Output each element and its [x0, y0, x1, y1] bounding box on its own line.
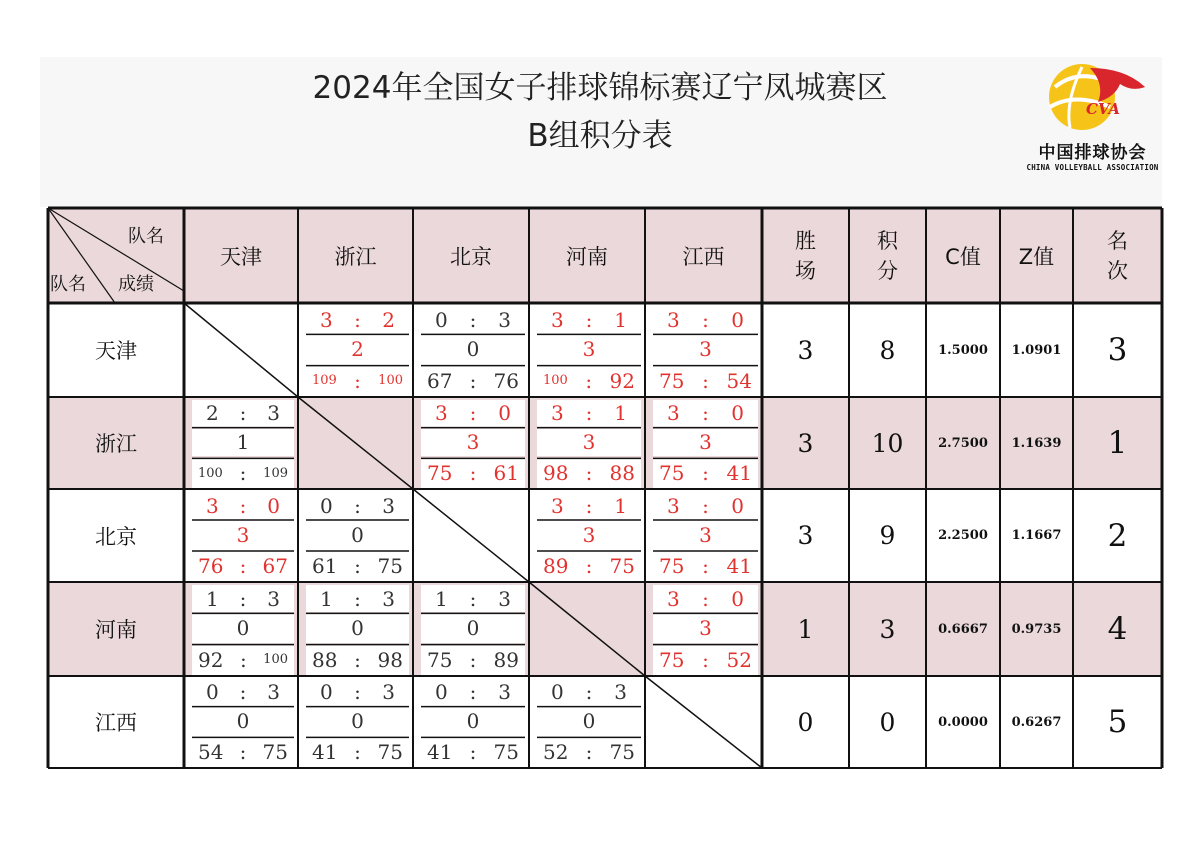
rally-score-value: 75: [493, 740, 519, 765]
match-points: 0: [421, 708, 525, 736]
column-header-rank: 名 次: [1107, 228, 1128, 283]
rally-score-value: 67: [427, 368, 453, 393]
match-points: 3: [537, 335, 641, 363]
set-score-value: 0: [435, 680, 448, 705]
score-separator: :: [469, 368, 477, 393]
set-score-value: 0: [731, 401, 744, 426]
c-value: 2.2500: [938, 528, 988, 543]
set-score-value: 1: [320, 586, 333, 611]
score-separator: :: [702, 368, 709, 393]
rank-value: 4: [1107, 611, 1128, 647]
page-title: 2024年全国女子排球锦标赛辽宁凤城赛区: [312, 70, 888, 106]
column-header-z-value: Z值: [1018, 244, 1055, 269]
match-points: 3: [421, 429, 525, 457]
column-header-team: 北京: [450, 244, 492, 269]
score-separator: :: [469, 740, 477, 765]
rally-score-value: 76: [198, 554, 224, 578]
match-points: 1: [192, 429, 294, 457]
points-value: 10: [871, 428, 904, 458]
set-score-value: 0: [320, 493, 333, 518]
row-team-name: 江西: [95, 711, 137, 735]
wins-value: 1: [797, 614, 814, 644]
set-score-value: 0: [551, 680, 564, 705]
set-score-value: 3: [667, 493, 680, 518]
rally-score-value: 75: [262, 740, 288, 765]
match-points: 0: [192, 614, 294, 642]
rally-score-value: 41: [312, 740, 338, 765]
corner-score-label: 成绩: [118, 274, 154, 295]
score-separator: :: [702, 554, 709, 578]
logo-name-en: CHINA VOLLEYBALL ASSOCIATION: [1026, 163, 1159, 172]
set-score-value: 2: [382, 307, 395, 332]
rally-score-value: 100: [263, 652, 288, 668]
match-points: 0: [421, 335, 525, 363]
score-separator: :: [585, 554, 593, 578]
set-score-value: 3: [267, 680, 280, 705]
score-separator: :: [702, 307, 709, 332]
rank-value: 5: [1107, 704, 1128, 740]
score-separator: :: [469, 586, 477, 611]
score-separator: :: [585, 680, 593, 705]
set-score-value: 3: [382, 680, 395, 705]
rally-score-value: 52: [726, 647, 752, 672]
score-separator: :: [702, 647, 709, 672]
row-team-name: 浙江: [95, 432, 137, 456]
wins-value: 3: [797, 428, 814, 458]
self-match-diagonal: [529, 582, 645, 676]
match-points: 3: [653, 521, 758, 549]
score-separator: :: [239, 740, 247, 765]
score-separator: :: [354, 368, 361, 393]
points-value: 3: [879, 614, 896, 644]
set-score-value: 3: [667, 307, 680, 332]
rally-score-value: 41: [427, 740, 453, 765]
score-separator: :: [702, 493, 709, 518]
match-points: 0: [306, 521, 409, 549]
match-points: 3: [653, 335, 758, 363]
set-score-value: 3: [267, 401, 280, 426]
score-separator: :: [239, 461, 247, 486]
score-separator: :: [354, 680, 361, 705]
points-value: 9: [879, 521, 896, 550]
rank-value: 2: [1107, 517, 1128, 554]
score-separator: :: [239, 554, 247, 578]
rally-score-value: 54: [726, 368, 752, 393]
wins-value: 0: [797, 707, 814, 737]
rally-score-value: 41: [726, 554, 752, 578]
set-score-value: 3: [206, 493, 219, 518]
rally-score-value: 75: [659, 647, 685, 672]
set-score-value: 3: [551, 493, 564, 518]
match-points: 0: [537, 708, 641, 736]
row-team-name: 天津: [95, 339, 137, 363]
set-score-value: 3: [551, 307, 564, 332]
column-header-points: 积 分: [877, 228, 898, 283]
rally-score-value: 75: [609, 740, 635, 765]
logo-name-cn: 中国排球协会: [1038, 143, 1147, 163]
column-header-team: 江西: [682, 244, 725, 269]
set-score-value: 0: [435, 307, 448, 332]
set-score-value: 0: [320, 680, 333, 705]
set-score-value: 0: [731, 493, 744, 518]
rally-score-value: 92: [198, 647, 224, 672]
score-separator: :: [239, 680, 247, 705]
set-score-value: 3: [667, 401, 680, 426]
match-points: 3: [537, 521, 641, 549]
points-value: 8: [879, 335, 896, 365]
score-separator: :: [354, 647, 361, 672]
row-team-name: 北京: [95, 524, 137, 549]
rank-value: 1: [1107, 425, 1128, 461]
rally-score-value: 88: [609, 461, 635, 486]
set-score-value: 3: [498, 680, 511, 705]
rally-score-value: 100: [543, 373, 568, 389]
match-points: 3: [653, 429, 758, 457]
rally-score-value: 92: [609, 368, 635, 393]
score-separator: :: [239, 586, 247, 611]
c-value: 0.6667: [938, 621, 988, 637]
c-value: 2.7500: [938, 435, 988, 451]
score-separator: :: [585, 493, 593, 518]
score-separator: :: [469, 647, 477, 672]
rally-score-value: 76: [493, 368, 519, 393]
score-separator: :: [585, 368, 593, 393]
score-separator: :: [702, 401, 709, 426]
set-score-value: 0: [206, 680, 219, 705]
score-separator: :: [354, 586, 361, 611]
column-header-team: 河南: [566, 244, 608, 269]
set-score-value: 0: [731, 586, 744, 611]
set-score-value: 3: [382, 586, 395, 611]
set-score-value: 0: [267, 493, 280, 518]
match-points: 0: [421, 614, 525, 642]
score-separator: :: [585, 461, 593, 486]
rally-score-value: 88: [312, 647, 338, 672]
rally-score-value: 98: [377, 647, 403, 672]
set-score-value: 2: [206, 401, 219, 426]
column-header-c-value: C值: [945, 244, 981, 269]
rally-score-value: 89: [543, 554, 569, 578]
column-header-team: 浙江: [334, 244, 377, 269]
rally-score-value: 75: [377, 740, 403, 765]
match-points: 0: [306, 708, 409, 736]
set-score-value: 3: [614, 680, 627, 705]
rally-score-value: 75: [377, 554, 403, 578]
set-score-value: 0: [731, 307, 744, 332]
rally-score-value: 61: [493, 461, 519, 486]
corner-diagonal: [48, 208, 115, 303]
match-points: 3: [653, 614, 758, 642]
rally-score-value: 75: [659, 554, 685, 578]
rally-score-value: 98: [543, 461, 569, 486]
match-points: 3: [537, 429, 641, 457]
set-score-value: 0: [498, 401, 511, 426]
self-match-diagonal: [298, 397, 413, 489]
set-score-value: 3: [320, 307, 333, 332]
score-separator: :: [585, 307, 593, 332]
set-score-value: 3: [667, 586, 680, 611]
self-match-diagonal: [184, 303, 298, 397]
score-separator: :: [469, 307, 477, 332]
rally-score-value: 109: [263, 465, 288, 481]
rank-value: 3: [1107, 332, 1128, 368]
c-value: 0.0000: [938, 714, 988, 730]
score-separator: :: [585, 401, 593, 426]
match-points: 0: [192, 708, 294, 736]
rally-score-value: 54: [198, 740, 224, 765]
svg-text:CVA: CVA: [1086, 100, 1121, 118]
score-separator: :: [354, 493, 361, 518]
rally-score-value: 100: [198, 465, 223, 481]
set-score-value: 3: [498, 586, 511, 611]
wins-value: 3: [797, 521, 814, 550]
score-separator: :: [585, 740, 593, 765]
score-separator: :: [239, 401, 247, 426]
corner-team-label: 队名: [128, 226, 164, 247]
match-points: 0: [306, 614, 409, 642]
z-value: 0.6267: [1011, 714, 1062, 730]
score-separator: :: [469, 401, 477, 426]
set-score-value: 1: [435, 586, 448, 611]
score-separator: :: [354, 554, 361, 578]
wins-value: 3: [797, 335, 814, 365]
set-score-value: 3: [551, 401, 564, 426]
rally-score-value: 100: [378, 373, 403, 389]
match-points: 3: [192, 521, 294, 549]
rally-score-value: 75: [427, 647, 453, 672]
c-value: 1.5000: [938, 342, 988, 358]
score-separator: :: [354, 307, 361, 332]
column-header-team: 天津: [220, 244, 262, 269]
set-score-value: 1: [206, 586, 219, 611]
corner-team-label-left: 队名: [50, 274, 86, 295]
set-score-value: 3: [267, 586, 280, 611]
rally-score-value: 75: [659, 461, 685, 486]
rally-score-value: 75: [609, 554, 635, 578]
match-points: 2: [306, 335, 409, 363]
rally-score-value: 75: [427, 461, 453, 486]
self-match-diagonal: [645, 676, 762, 768]
page-subtitle: B组积分表: [527, 118, 673, 154]
score-separator: :: [702, 461, 709, 486]
self-match-diagonal: [413, 489, 529, 582]
rally-score-value: 109: [312, 373, 337, 389]
set-score-value: 1: [614, 401, 627, 426]
rally-score-value: 67: [262, 554, 288, 578]
score-separator: :: [354, 740, 361, 765]
row-team-name: 河南: [95, 618, 137, 642]
set-score-value: 3: [498, 307, 511, 332]
score-separator: :: [702, 586, 709, 611]
points-value: 0: [879, 707, 896, 737]
set-score-value: 3: [382, 493, 395, 518]
rally-score-value: 52: [543, 740, 569, 765]
corner-diagonal: [48, 208, 184, 291]
score-separator: :: [469, 461, 477, 486]
z-value: 1.1639: [1011, 435, 1062, 451]
set-score-value: 1: [614, 307, 627, 332]
set-score-value: 1: [614, 493, 627, 518]
rally-score-value: 89: [493, 647, 519, 672]
rally-score-value: 41: [726, 461, 752, 486]
set-score-value: 3: [435, 401, 448, 426]
column-header-wins: 胜 场: [795, 228, 816, 283]
score-separator: :: [239, 647, 247, 672]
rally-score-value: 75: [659, 368, 685, 393]
score-separator: :: [469, 680, 477, 705]
score-separator: :: [239, 493, 247, 518]
z-value: 1.1667: [1011, 528, 1062, 543]
z-value: 0.9735: [1011, 621, 1062, 637]
z-value: 1.0901: [1011, 342, 1062, 358]
rally-score-value: 61: [312, 554, 338, 578]
